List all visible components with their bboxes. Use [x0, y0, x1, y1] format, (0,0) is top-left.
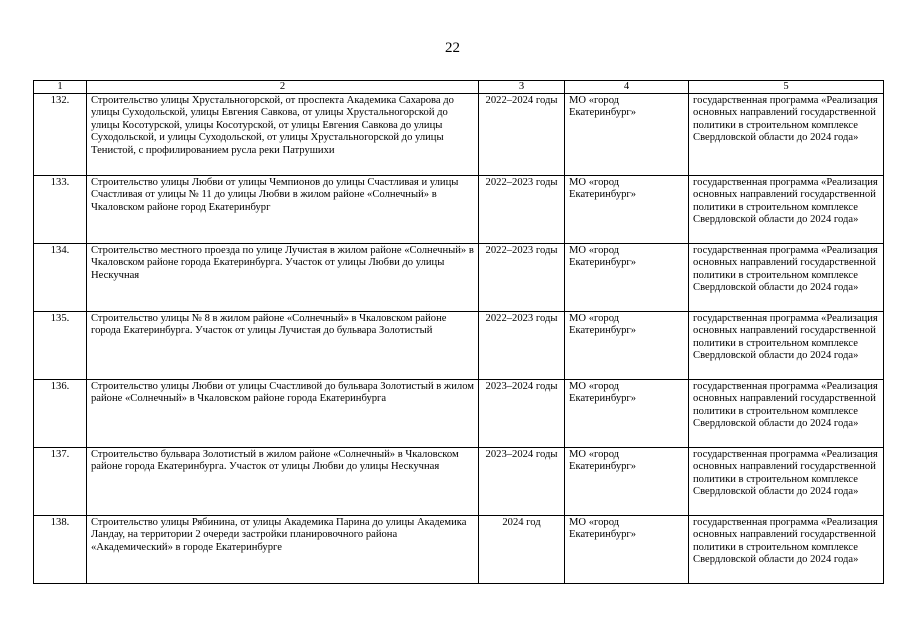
- row-municipality: МО «город Екатеринбург»: [565, 380, 689, 448]
- row-description: Строительство улицы Любви от улицы Счастливой до бульвара Золотистый в жилом районе «Солнечный» в Чкаловском районе города Екатеринбурга: [87, 380, 479, 448]
- row-years: 2022–2023 годы: [479, 176, 565, 244]
- row-number: 138.: [34, 516, 87, 584]
- row-municipality: МО «город Екатеринбург»: [565, 244, 689, 312]
- table-header-row: [34, 81, 884, 94]
- row-program: государственная программа «Реализация основных направлений государственной политики в строительном комплексе Свердловской области до 2024 года»: [689, 244, 884, 312]
- row-municipality: МО «город Екатеринбург»: [565, 448, 689, 516]
- row-years: 2023–2024 годы: [479, 380, 565, 448]
- program-table: [33, 80, 884, 584]
- header-col-2: 2: [87, 81, 479, 94]
- row-municipality: МО «город Екатеринбург»: [565, 176, 689, 244]
- row-number: 134.: [34, 244, 87, 312]
- row-number: 133.: [34, 176, 87, 244]
- table-row: [34, 176, 884, 244]
- row-program: государственная программа «Реализация основных направлений государственной политики в строительном комплексе Свердловской области до 2024 года»: [689, 312, 884, 380]
- row-description: Строительство улицы Хрустальногорской, от проспекта Академика Сахарова до улицы Суходольской, улицы Евгения Савкова, от улицы Хрустальногорской до улицы Косотурской, улицы Косотурской, от улицы Евгения Савкова до улицы Суходольской, и улицы Суходольской, от улицы Хрустальногорской до улицы Тенистой, с профилированием русла реки Патрушихи: [87, 94, 479, 176]
- row-years: 2023–2024 годы: [479, 448, 565, 516]
- table-row: [34, 312, 884, 380]
- row-program: государственная программа «Реализация основных направлений государственной политики в строительном комплексе Свердловской области до 2024 года»: [689, 380, 884, 448]
- row-municipality: МО «город Екатеринбург»: [565, 516, 689, 584]
- page-number: 22: [445, 40, 460, 56]
- row-description: Строительство улицы Рябинина, от улицы Академика Парина до улицы Академика Ландау, на территории 2 очереди застройки планировочного района «Академический» в городе Екатеринбурге: [87, 516, 479, 584]
- row-number: 137.: [34, 448, 87, 516]
- header-col-1: 1: [34, 81, 87, 94]
- row-number: 136.: [34, 380, 87, 448]
- row-number: 132.: [34, 94, 87, 176]
- header-col-3: 3: [479, 81, 565, 94]
- header-col-5: 5: [689, 81, 884, 94]
- header-col-4: 4: [565, 81, 689, 94]
- row-number: 135.: [34, 312, 87, 380]
- row-years: 2022–2024 годы: [479, 94, 565, 176]
- table-row: [34, 380, 884, 448]
- table-row: [34, 448, 884, 516]
- row-description: Строительство бульвара Золотистый в жилом районе «Солнечный» в Чкаловском районе города Екатеринбурга. Участок от улицы Любви до улицы Нескучная: [87, 448, 479, 516]
- row-years: 2024 год: [479, 516, 565, 584]
- row-program: государственная программа «Реализация основных направлений государственной политики в строительном комплексе Свердловской области до 2024 года»: [689, 448, 884, 516]
- row-years: 2022–2023 годы: [479, 312, 565, 380]
- table-row: [34, 516, 884, 584]
- row-municipality: МО «город Екатеринбург»: [565, 94, 689, 176]
- row-program: государственная программа «Реализация основных направлений государственной политики в строительном комплексе Свердловской области до 2024 года»: [689, 516, 884, 584]
- table-row: [34, 244, 884, 312]
- row-municipality: МО «город Екатеринбург»: [565, 312, 689, 380]
- row-years: 2022–2023 годы: [479, 244, 565, 312]
- row-program: государственная программа «Реализация основных направлений государственной политики в строительном комплексе Свердловской области до 2024 года»: [689, 94, 884, 176]
- row-description: Строительство улицы Любви от улицы Чемпионов до улицы Счастливая и улицы Счастливая от улицы № 11 до улицы Любви в жилом районе «Солнечный» в Чкаловском районе город Екатеринбург: [87, 176, 479, 244]
- table-row: [34, 94, 884, 176]
- row-description: Строительство местного проезда по улице Лучистая в жилом районе «Солнечный» в Чкаловском районе города Екатеринбурга. Участок от улицы Любви до улицы Нескучная: [87, 244, 479, 312]
- row-description: Строительство улицы № 8 в жилом районе «Солнечный» в Чкаловском районе города Екатеринбурга. Участок от улицы Лучистая до бульвара Золотистый: [87, 312, 479, 380]
- row-program: государственная программа «Реализация основных направлений государственной политики в строительном комплексе Свердловской области до 2024 года»: [689, 176, 884, 244]
